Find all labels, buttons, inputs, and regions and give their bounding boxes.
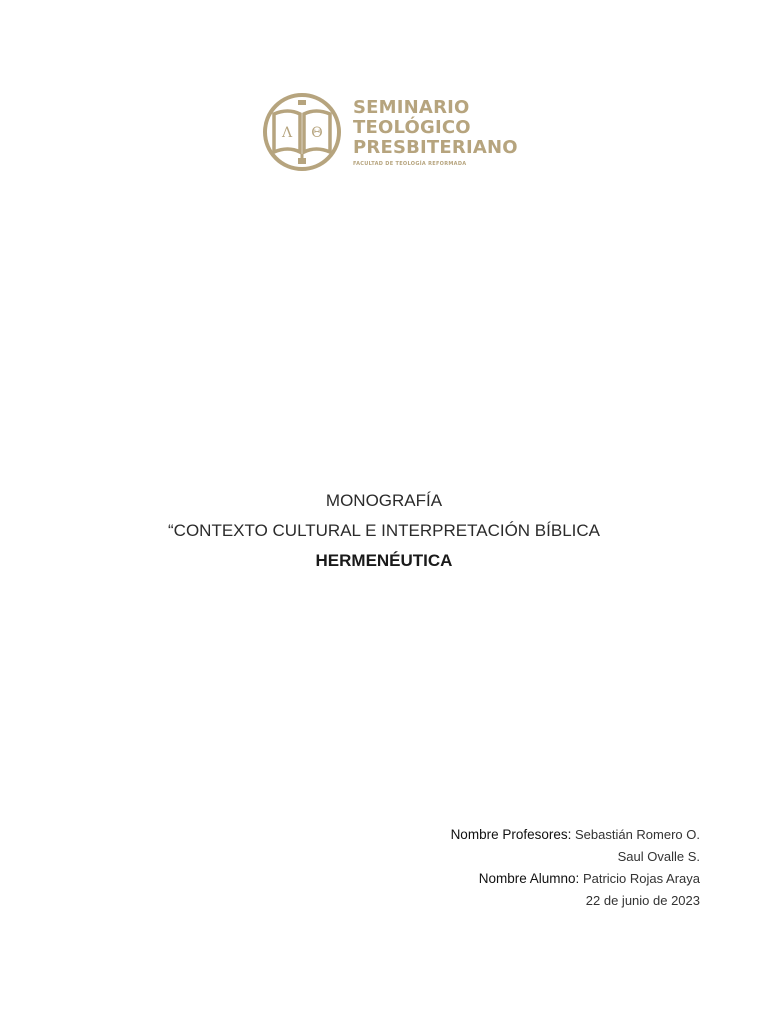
professors-row — [451, 824, 700, 846]
document-title-block — [0, 486, 768, 576]
logo-line-3: PRESBITERIANO — [353, 137, 518, 158]
logo-line-2: TEOLÓGICO — [353, 117, 471, 138]
professor-1: Sebastián Romero O. — [574, 827, 700, 842]
document-date: 22 de junio de 2023 — [585, 893, 700, 908]
professors-label: Nombre Profesores: — [450, 827, 572, 842]
logo-subtitle: FACULTAD DE TEOLOGÍA REFORMADA — [353, 161, 467, 167]
professor-2: Saul Ovalle S. — [617, 849, 700, 864]
student-row — [451, 868, 700, 890]
student-name: Patricio Rojas Araya — [582, 871, 700, 886]
logo-line-1: SEMINARIO — [353, 97, 470, 118]
professor-2-row — [451, 846, 700, 868]
document-subject: HERMENÉUTICA — [315, 551, 453, 570]
document-type: MONOGRAFÍA — [325, 491, 443, 510]
logo-wordmark — [353, 98, 518, 168]
alpha-glyph: Λ — [281, 125, 293, 141]
student-label: Nombre Alumno: — [478, 871, 580, 886]
institution-logo — [262, 92, 518, 174]
omega-glyph: Θ — [311, 125, 323, 141]
date-row — [451, 890, 700, 912]
document-topic: “CONTEXTO CULTURAL E INTERPRETACIÓN BÍBLICA — [168, 521, 600, 540]
author-info-block — [451, 824, 700, 912]
seminary-emblem-icon — [262, 92, 342, 172]
